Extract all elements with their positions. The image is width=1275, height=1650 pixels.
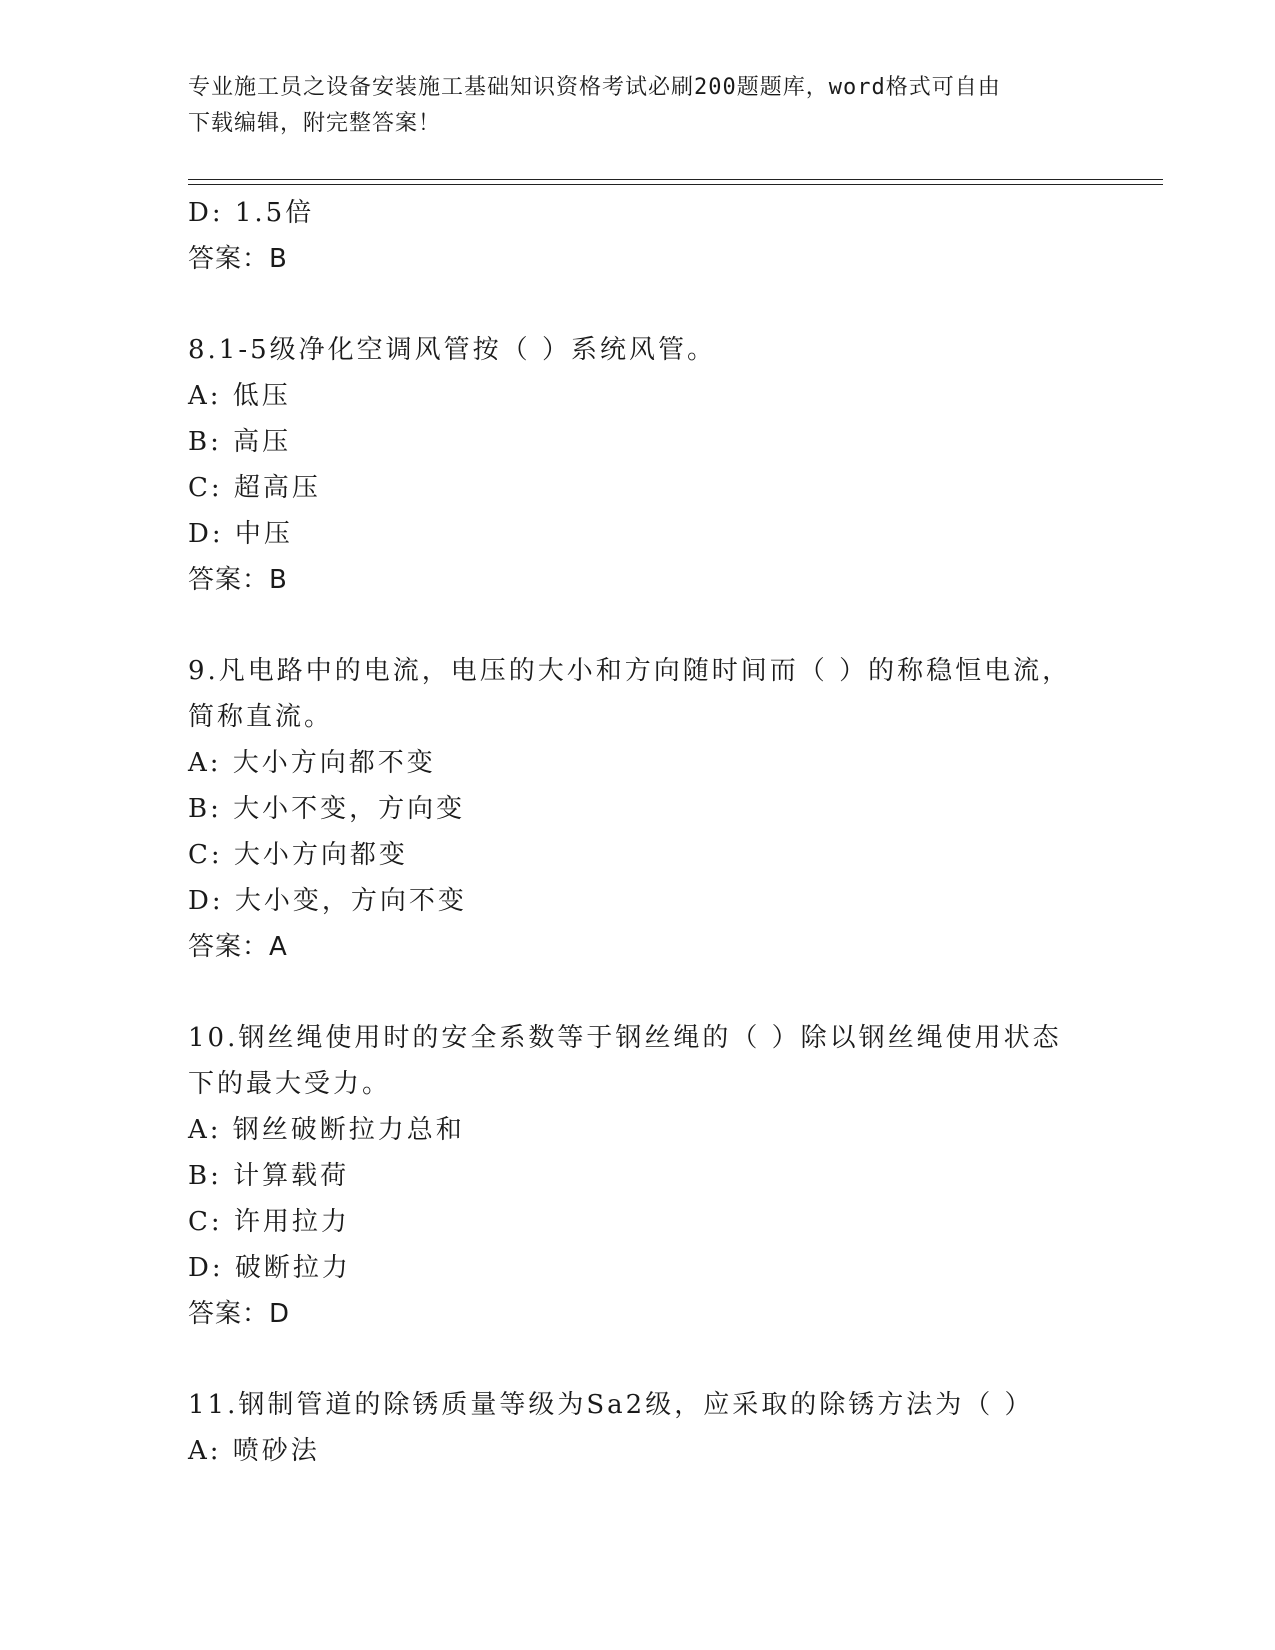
header-divider-top (188, 179, 1163, 180)
question-8 (188, 327, 1088, 603)
header-divider-bottom (188, 184, 1163, 185)
answer: 答案：D (188, 1299, 291, 1329)
answer: 答案：B (188, 244, 288, 274)
question-11 (188, 1382, 1088, 1474)
question-stem: 8.1-5级净化空调风管按（ ）系统风管。 (188, 335, 716, 365)
option-c: C: 许用拉力 (188, 1207, 350, 1237)
question-stem-line-1: 9.凡电路中的电流，电压的大小和方向随时间而（ ）的称稳恒电流， (188, 656, 1072, 686)
option-c: C: 超高压 (188, 473, 321, 503)
question-stem: 11.钢制管道的除锈质量等级为Sa2级，应采取的除锈方法为（ ） (188, 1390, 1034, 1420)
option-b: B: 计算载荷 (188, 1161, 350, 1191)
option-a: A: 大小方向都不变 (188, 748, 436, 778)
question-10 (188, 1015, 1088, 1337)
option-d: D: 大小变，方向不变 (188, 886, 467, 916)
answer: 答案：A (188, 932, 288, 962)
option-b: B: 大小不变，方向变 (188, 794, 466, 824)
document-header (188, 70, 1088, 142)
option-b: B: 高压 (188, 427, 292, 457)
option-a: A: 钢丝破断拉力总和 (188, 1115, 465, 1145)
option-a: A: 喷砂法 (188, 1436, 320, 1466)
header-title-line-1: 专业施工员之设备安装施工基础知识资格考试必刷200题题库，word格式可自由 (188, 75, 1001, 100)
option-d: D: 中压 (188, 519, 293, 549)
option-d: D: 破断拉力 (188, 1253, 351, 1283)
question-stem-line-1: 10.钢丝绳使用时的安全系数等于钢丝绳的（ ）除以钢丝绳使用状态 (188, 1023, 1062, 1053)
header-title-line-2: 下载编辑，附完整答案！ (188, 111, 442, 136)
answer: 答案：B (188, 565, 288, 595)
question-stem-line-2: 简称直流。 (188, 702, 334, 732)
question-list (188, 190, 1088, 1474)
option-a: A: 低压 (188, 381, 291, 411)
question-stem-line-2: 下的最大受力。 (188, 1069, 392, 1099)
question-9 (188, 648, 1088, 970)
option-c: C: 大小方向都变 (188, 840, 408, 870)
option-d: D: 1.5倍 (188, 198, 315, 228)
